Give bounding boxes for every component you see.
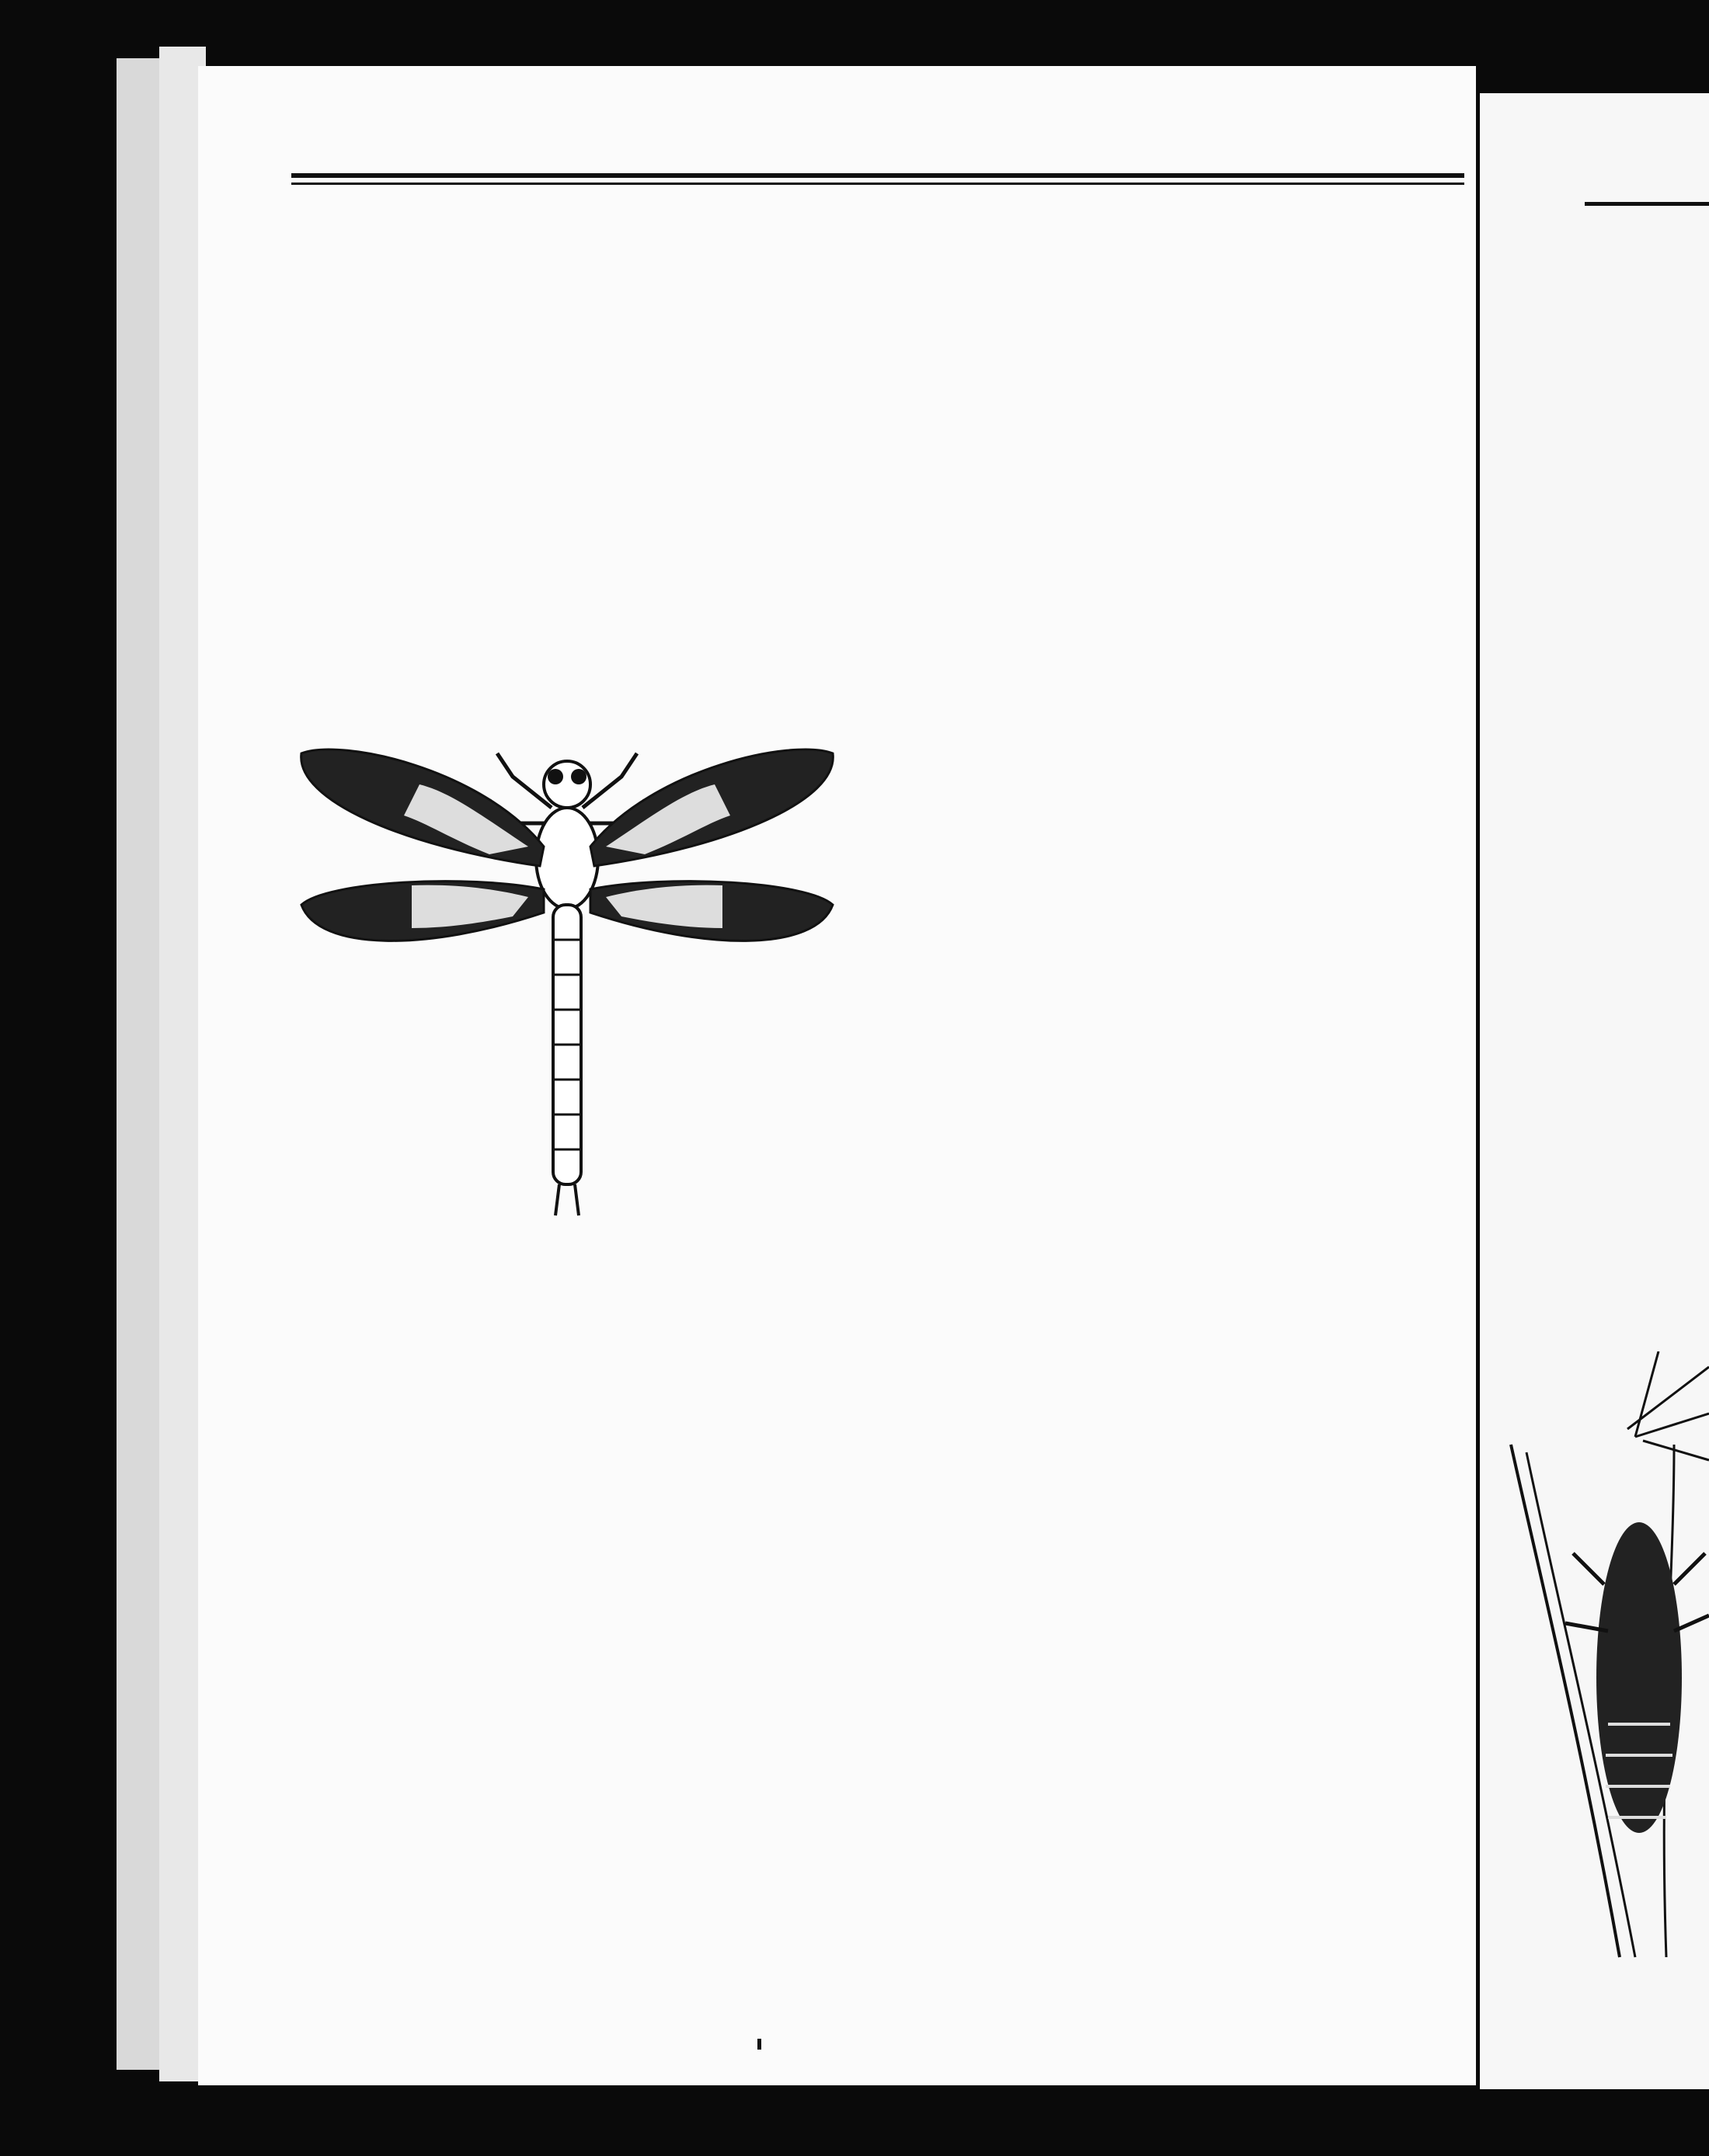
stray-mark [757, 2039, 761, 2050]
right-page-cropped [1480, 93, 1709, 2089]
larva-illustration [1480, 1351, 1709, 1973]
header-rule-thin [291, 183, 1464, 185]
right-header-rule [1585, 202, 1709, 206]
left-page [198, 66, 1476, 2085]
dragonfly-illustration [295, 730, 839, 1219]
header-rule [291, 173, 1464, 178]
